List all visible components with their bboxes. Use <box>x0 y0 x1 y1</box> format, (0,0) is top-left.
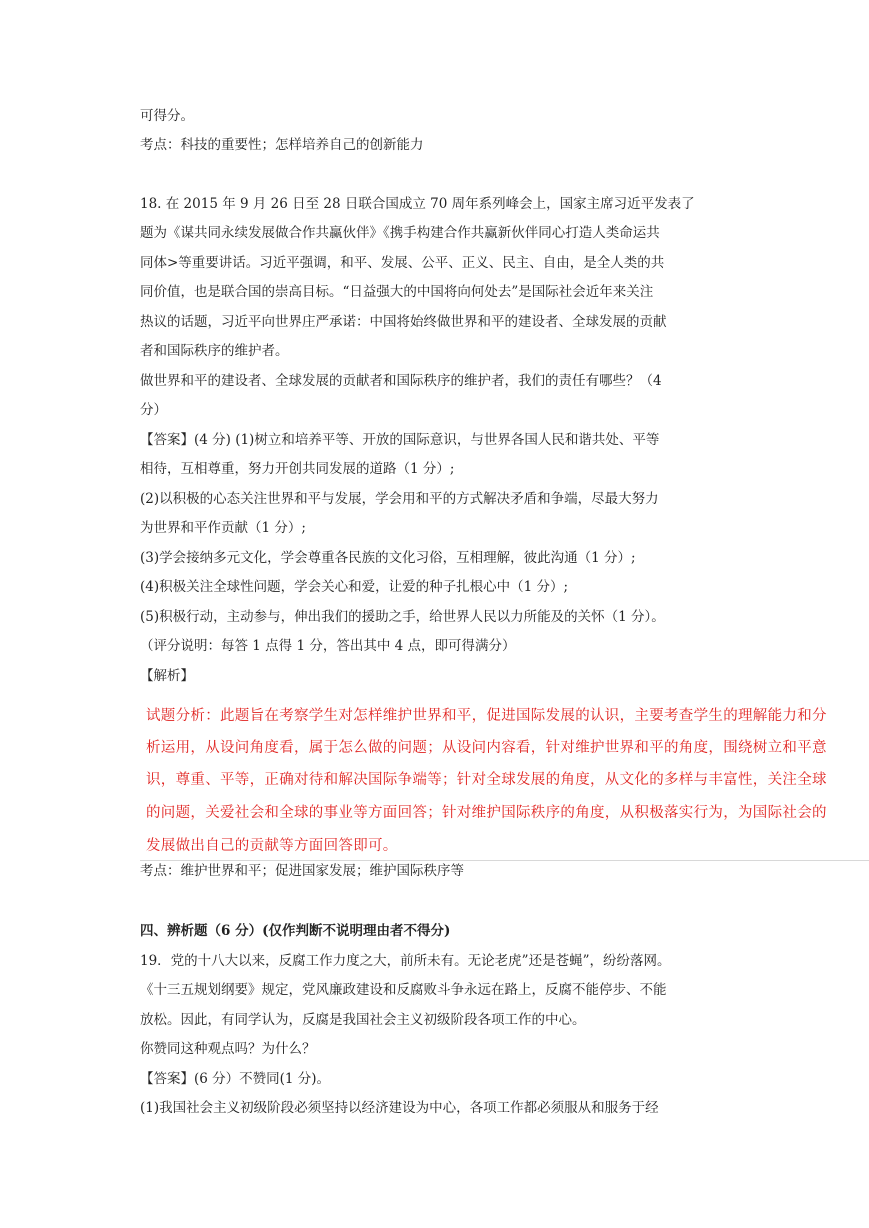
analysis-line-3: 识，尊重、平等，正确对待和解决国际争端等；针对全球发展的角度，从文化的多样与丰富性，关注全球 <box>146 772 827 788</box>
q18-kaodian: 考点：维护世界和平；促进国家发展；维护国际秩序等 <box>140 863 464 879</box>
analysis-line-5: 发展做出自己的贡献等方面回答即可。 <box>146 838 398 854</box>
analysis-line-2: 析运用，从设问角度看，属于怎么做的问题；从设问内容看，针对维护世界和平的角度，围绕树立和平意 <box>146 740 827 756</box>
q19-answer-2: (1)我国社会主义初级阶段必须坚持以经济建设为中心，各项工作都必须服从和服务于经 <box>140 1100 659 1116</box>
q18-answer-3: (2)以积极的心态关注世界和平与发展，学会用和平的方式解决矛盾和争端，尽最大努力 <box>140 491 659 507</box>
kaodian-line: 考点：科技的重要性；怎样培养自己的创新能力 <box>140 137 424 153</box>
analysis-line-4: 的问题，关爱社会和全球的事业等方面回答；针对维护国际秩序的角度，从积极落实行为，为国际社会的 <box>146 805 827 821</box>
q19-question: 你赞同这种观点吗？为什么？ <box>140 1041 316 1057</box>
q19-line-3: 放松。因此，有同学认为，反腐是我国社会主义初级阶段各项工作的中心。 <box>140 1012 586 1028</box>
q18-line-3: 同体>等重要讲话。习近平强调，和平、发展、公平、正义、民主、自由，是全人类的共 <box>140 255 665 271</box>
q18-line-1: 18. 在 2015 年 9 月 26 日至 28 日联合国成立 70 周年系列峰会上，国家主席习近平发表了 <box>140 196 695 212</box>
analysis-block <box>140 700 869 861</box>
q19-line-1: 19．党的十八大以来，反腐工作力度之大，前所未有。无论老虎”还是苍蝇”，纷纷落网。 <box>140 953 671 969</box>
q18-answer-6: (4)积极关注全球性问题，学会关心和爱，让爱的种子扎根心中（1 分）; <box>140 579 569 595</box>
q18-answer-2: 相待，互相尊重，努力开创共同发展的道路（1 分）; <box>140 461 455 477</box>
q18-question-1: 做世界和平的建设者、全球发展的贡献者和国际秩序的维护者，我们的责任有哪些？（4 <box>140 373 662 389</box>
q19-line-2: 《十三五规划纲要》规定，党风廉政建设和反腐败斗争永远在路上，反腐不能停步、不能 <box>140 982 667 998</box>
analysis-line-1: 试题分析：此题旨在考察学生对怎样维护世界和平，促进国际发展的认识，主要考查学生的理解能力和分 <box>146 708 827 724</box>
q18-answer-1: 【答案】(4 分) (1)树立和培养平等、开放的国际意识，与世界各国人民和谐共处、平等 <box>140 432 660 448</box>
q18-answer-5: (3)学会接纳多元文化，学会尊重各民族的文化习俗，互相理解，彼此沟通（1 分）; <box>140 550 636 566</box>
q19-answer-1: 【答案】(6 分）不赞同(1 分)。 <box>140 1071 331 1087</box>
q18-question-2: 分） <box>140 402 167 418</box>
q18-line-4: 同价值，也是联合国的崇高目标。“日益强大的中国将向何处去”是国际社会近年来关注 <box>140 284 654 300</box>
q18-answer-7: (5)积极行动，主动参与，伸出我们的援助之手，给世界人民以力所能及的关怀（1 分）。 <box>140 609 665 625</box>
section-heading: 四、辨析题（6 分）(仅作判断不说明理由者不得分) <box>140 923 451 939</box>
jiexi-label: 【解析】 <box>140 668 194 684</box>
q18-answer-4: 为世界和平作贡献（1 分）; <box>140 520 306 536</box>
q18-scoring-note: （评分说明：每答 1 点得 1 分，答出其中 4 点，即可得满分） <box>140 638 516 654</box>
q18-line-5: 热议的话题，习近平向世界庄严承诺：中国将始终做世界和平的建设者、全球发展的贡献 <box>140 314 667 330</box>
q18-line-6: 者和国际秩序的维护者。 <box>140 343 289 359</box>
text-line: 可得分。 <box>140 108 194 124</box>
q18-line-2: 题为《谋共同永续发展做合作共赢伙伴》《携手构建合作共赢新伙伴同心打造人类命运共 <box>140 225 660 241</box>
